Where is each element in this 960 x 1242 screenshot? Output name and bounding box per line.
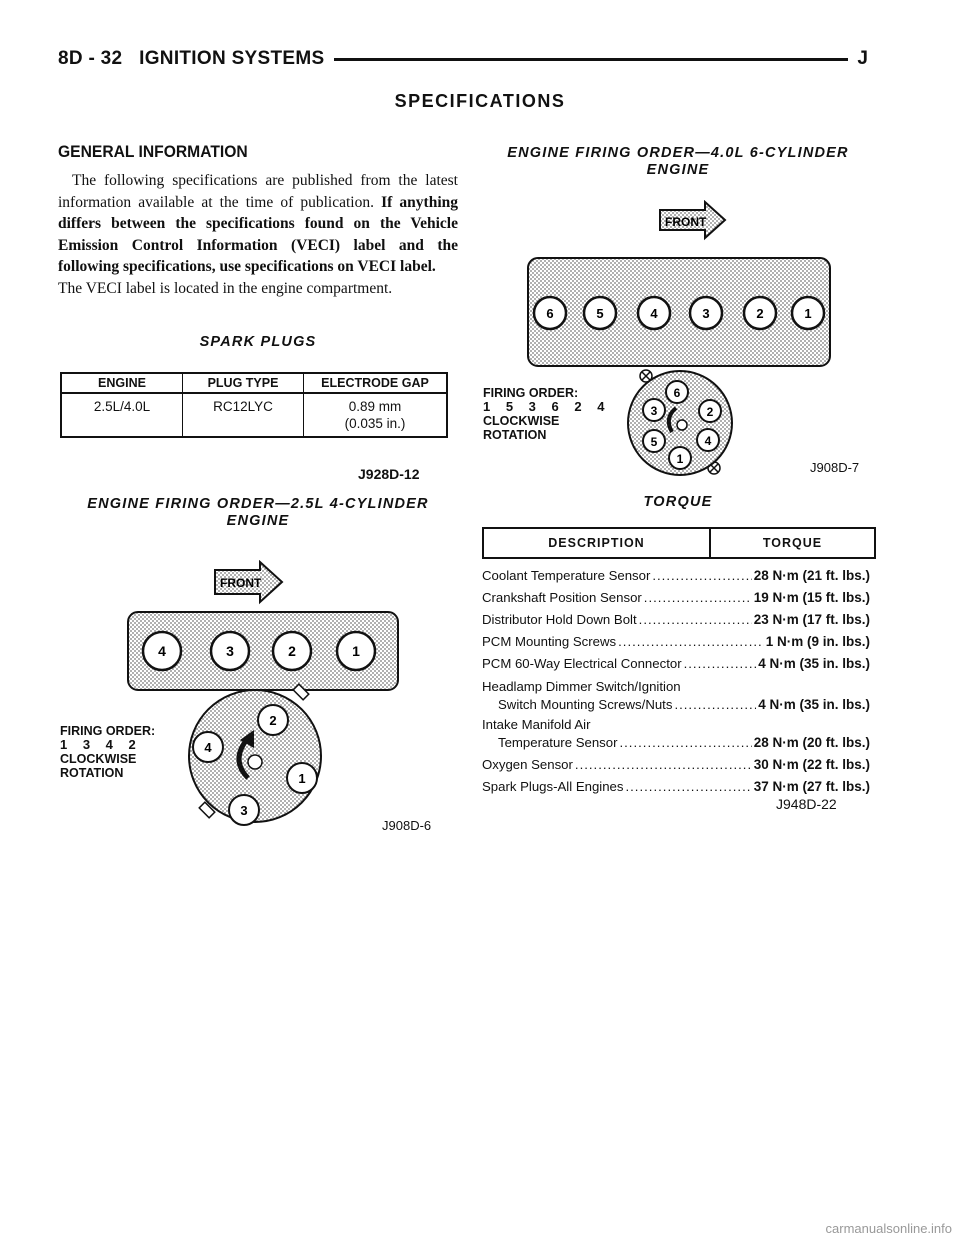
dist-label: 4 xyxy=(704,434,712,448)
torque-desc: Spark Plugs-All Engines xyxy=(482,779,624,794)
torque-figure-code: J948D-22 xyxy=(776,796,837,812)
torque-desc-cont: Temperature Sensor xyxy=(498,735,618,750)
cell-engine: 2.5L/4.0L xyxy=(61,393,183,437)
fo4-sequence: 1 3 4 2 xyxy=(60,737,142,752)
fo4-diagram xyxy=(120,560,420,840)
dist-label: 3 xyxy=(240,803,248,818)
distributor-cap xyxy=(628,370,732,475)
cylinder-label: 2 xyxy=(288,643,296,659)
table-row xyxy=(482,655,870,672)
dist-label: 5 xyxy=(650,435,658,449)
torque-desc: PCM Mounting Screws xyxy=(482,634,617,649)
general-text-normal: The following specifications are published from the latest information available at the time of publication. xyxy=(58,172,458,211)
cylinder-label: 2 xyxy=(756,306,764,321)
watermark[interactable]: carmanualsonline.info xyxy=(825,1221,952,1236)
torque-desc: Coolant Temperature Sensor xyxy=(482,568,651,583)
page-title: SPECIFICATIONS xyxy=(394,91,566,111)
fo6-firing-order-label xyxy=(483,386,610,442)
front-label: FRONT xyxy=(665,215,707,229)
torque-desc: Headlamp Dimmer Switch/Ignition xyxy=(482,679,681,694)
cylinder-label: 3 xyxy=(702,306,710,321)
torque-desc: Oxygen Sensor xyxy=(482,757,573,772)
fo6-caption-line2: ENGINE xyxy=(646,162,710,178)
fo4-label-line4: ROTATION xyxy=(60,766,124,780)
fo6-figure-code: J908D-7 xyxy=(810,460,860,475)
torque-value: 4 N·m (35 in. lbs.) xyxy=(758,697,870,712)
torque-desc: Crankshaft Position Sensor xyxy=(482,590,642,605)
col-engine: ENGINE xyxy=(61,373,183,393)
general-information-section xyxy=(58,142,458,299)
spark-plugs-figure-code: J928D-12 xyxy=(358,466,420,482)
torque-value: 1 N·m (9 in. lbs.) xyxy=(765,634,870,649)
torque-value: 4 N·m (35 in. lbs.) xyxy=(758,656,870,671)
header-letter: J xyxy=(849,48,868,70)
cylinder-label: 4 xyxy=(650,306,658,321)
fo6-sequence: 1 5 3 6 2 4 xyxy=(483,399,611,414)
fo6-label-line3: CLOCKWISE xyxy=(483,414,560,428)
front-arrow-icon xyxy=(215,562,282,602)
col-description: DESCRIPTION xyxy=(484,529,711,557)
torque-table-header xyxy=(482,527,876,559)
fo4-caption-line2: ENGINE xyxy=(226,513,290,529)
fo6-diagram xyxy=(520,200,840,485)
table-row xyxy=(482,778,870,795)
dist-label: 6 xyxy=(673,386,681,400)
cylinder-label: 6 xyxy=(546,306,554,321)
gap-mm: 0.89 mm xyxy=(348,399,402,414)
table-header-row xyxy=(61,373,447,393)
torque-desc: Distributor Hold Down Bolt xyxy=(482,612,637,627)
fo4-caption-line1: ENGINE FIRING ORDER—2.5L 4-CYLINDER xyxy=(87,496,429,512)
fo4-label-line3: CLOCKWISE xyxy=(60,752,137,766)
cell-gap xyxy=(304,393,448,437)
fo6-label-line1: FIRING ORDER: xyxy=(483,386,579,400)
dist-label: 2 xyxy=(706,405,714,419)
torque-value: 28 N·m (21 ft. lbs.) xyxy=(753,568,870,583)
torque-value: 28 N·m (20 ft. lbs.) xyxy=(753,735,870,750)
page-header xyxy=(58,48,868,76)
torque-value: 23 N·m (17 ft. lbs.) xyxy=(753,612,870,627)
front-label: FRONT xyxy=(220,576,262,590)
torque-desc: PCM 60-Way Electrical Connector xyxy=(482,656,682,671)
front-arrow-icon xyxy=(660,202,725,238)
table-row xyxy=(482,696,870,713)
table-row xyxy=(482,567,870,584)
fo6-caption xyxy=(478,145,878,179)
fo6-label-line4: ROTATION xyxy=(483,428,547,442)
table-row xyxy=(482,611,870,628)
torque-desc-cont: Switch Mounting Screws/Nuts xyxy=(498,697,673,712)
fo6-caption-line1: ENGINE FIRING ORDER—4.0L 6-CYLINDER xyxy=(507,145,849,161)
dist-label: 2 xyxy=(269,713,277,728)
fo4-figure-code: J908D-6 xyxy=(382,818,432,833)
torque-desc: Intake Manifold Air xyxy=(482,717,591,732)
torque-caption: TORQUE xyxy=(643,494,713,510)
cell-plug: RC12LYC xyxy=(183,393,304,437)
spark-plugs-caption: SPARK PLUGS xyxy=(199,334,317,350)
torque-value: 19 N·m (15 ft. lbs.) xyxy=(753,590,870,605)
distributor-cap xyxy=(189,684,321,825)
col-torque: TORQUE xyxy=(762,536,823,550)
header-section: 8D - 32 IGNITION SYSTEMS xyxy=(58,48,334,70)
table-row xyxy=(482,589,870,606)
general-information-text xyxy=(58,170,458,278)
dist-label: 1 xyxy=(676,452,684,466)
cylinder-label: 1 xyxy=(804,306,812,321)
general-information-heading: GENERAL INFORMATION xyxy=(58,142,248,161)
table-row xyxy=(482,633,870,650)
veci-location-text: The VECI label is located in the engine compartment. xyxy=(58,279,393,297)
fo4-firing-order-label xyxy=(60,724,155,780)
table-row-label-only xyxy=(482,716,870,733)
col-electrode-gap: ELECTRODE GAP xyxy=(304,373,448,393)
general-text-bold: If anything differs between the specifications found on the Vehicle Emission Control Information (VECI) label and the following specifications, use specifications on VECI label. xyxy=(58,193,459,275)
col-plug-type: PLUG TYPE xyxy=(183,373,304,393)
table-row xyxy=(61,393,447,437)
cylinder-label: 3 xyxy=(226,643,234,659)
table-row-label-only xyxy=(482,678,870,695)
fo4-label-line1: FIRING ORDER: xyxy=(60,724,156,738)
torque-value: 37 N·m (27 ft. lbs.) xyxy=(753,779,870,794)
gap-in: (0.035 in.) xyxy=(344,416,406,431)
table-row xyxy=(482,756,870,773)
dist-label: 3 xyxy=(650,404,658,418)
cylinder-label: 5 xyxy=(596,306,604,321)
engine-block xyxy=(528,258,830,366)
cylinder-label: 1 xyxy=(352,643,360,659)
dist-label: 1 xyxy=(298,771,306,786)
torque-value: 30 N·m (22 ft. lbs.) xyxy=(753,757,870,772)
dist-label: 4 xyxy=(204,740,212,755)
table-row xyxy=(482,734,870,751)
fo4-caption xyxy=(58,496,458,530)
spark-plugs-table xyxy=(60,372,448,438)
cylinder-label: 4 xyxy=(158,643,166,659)
